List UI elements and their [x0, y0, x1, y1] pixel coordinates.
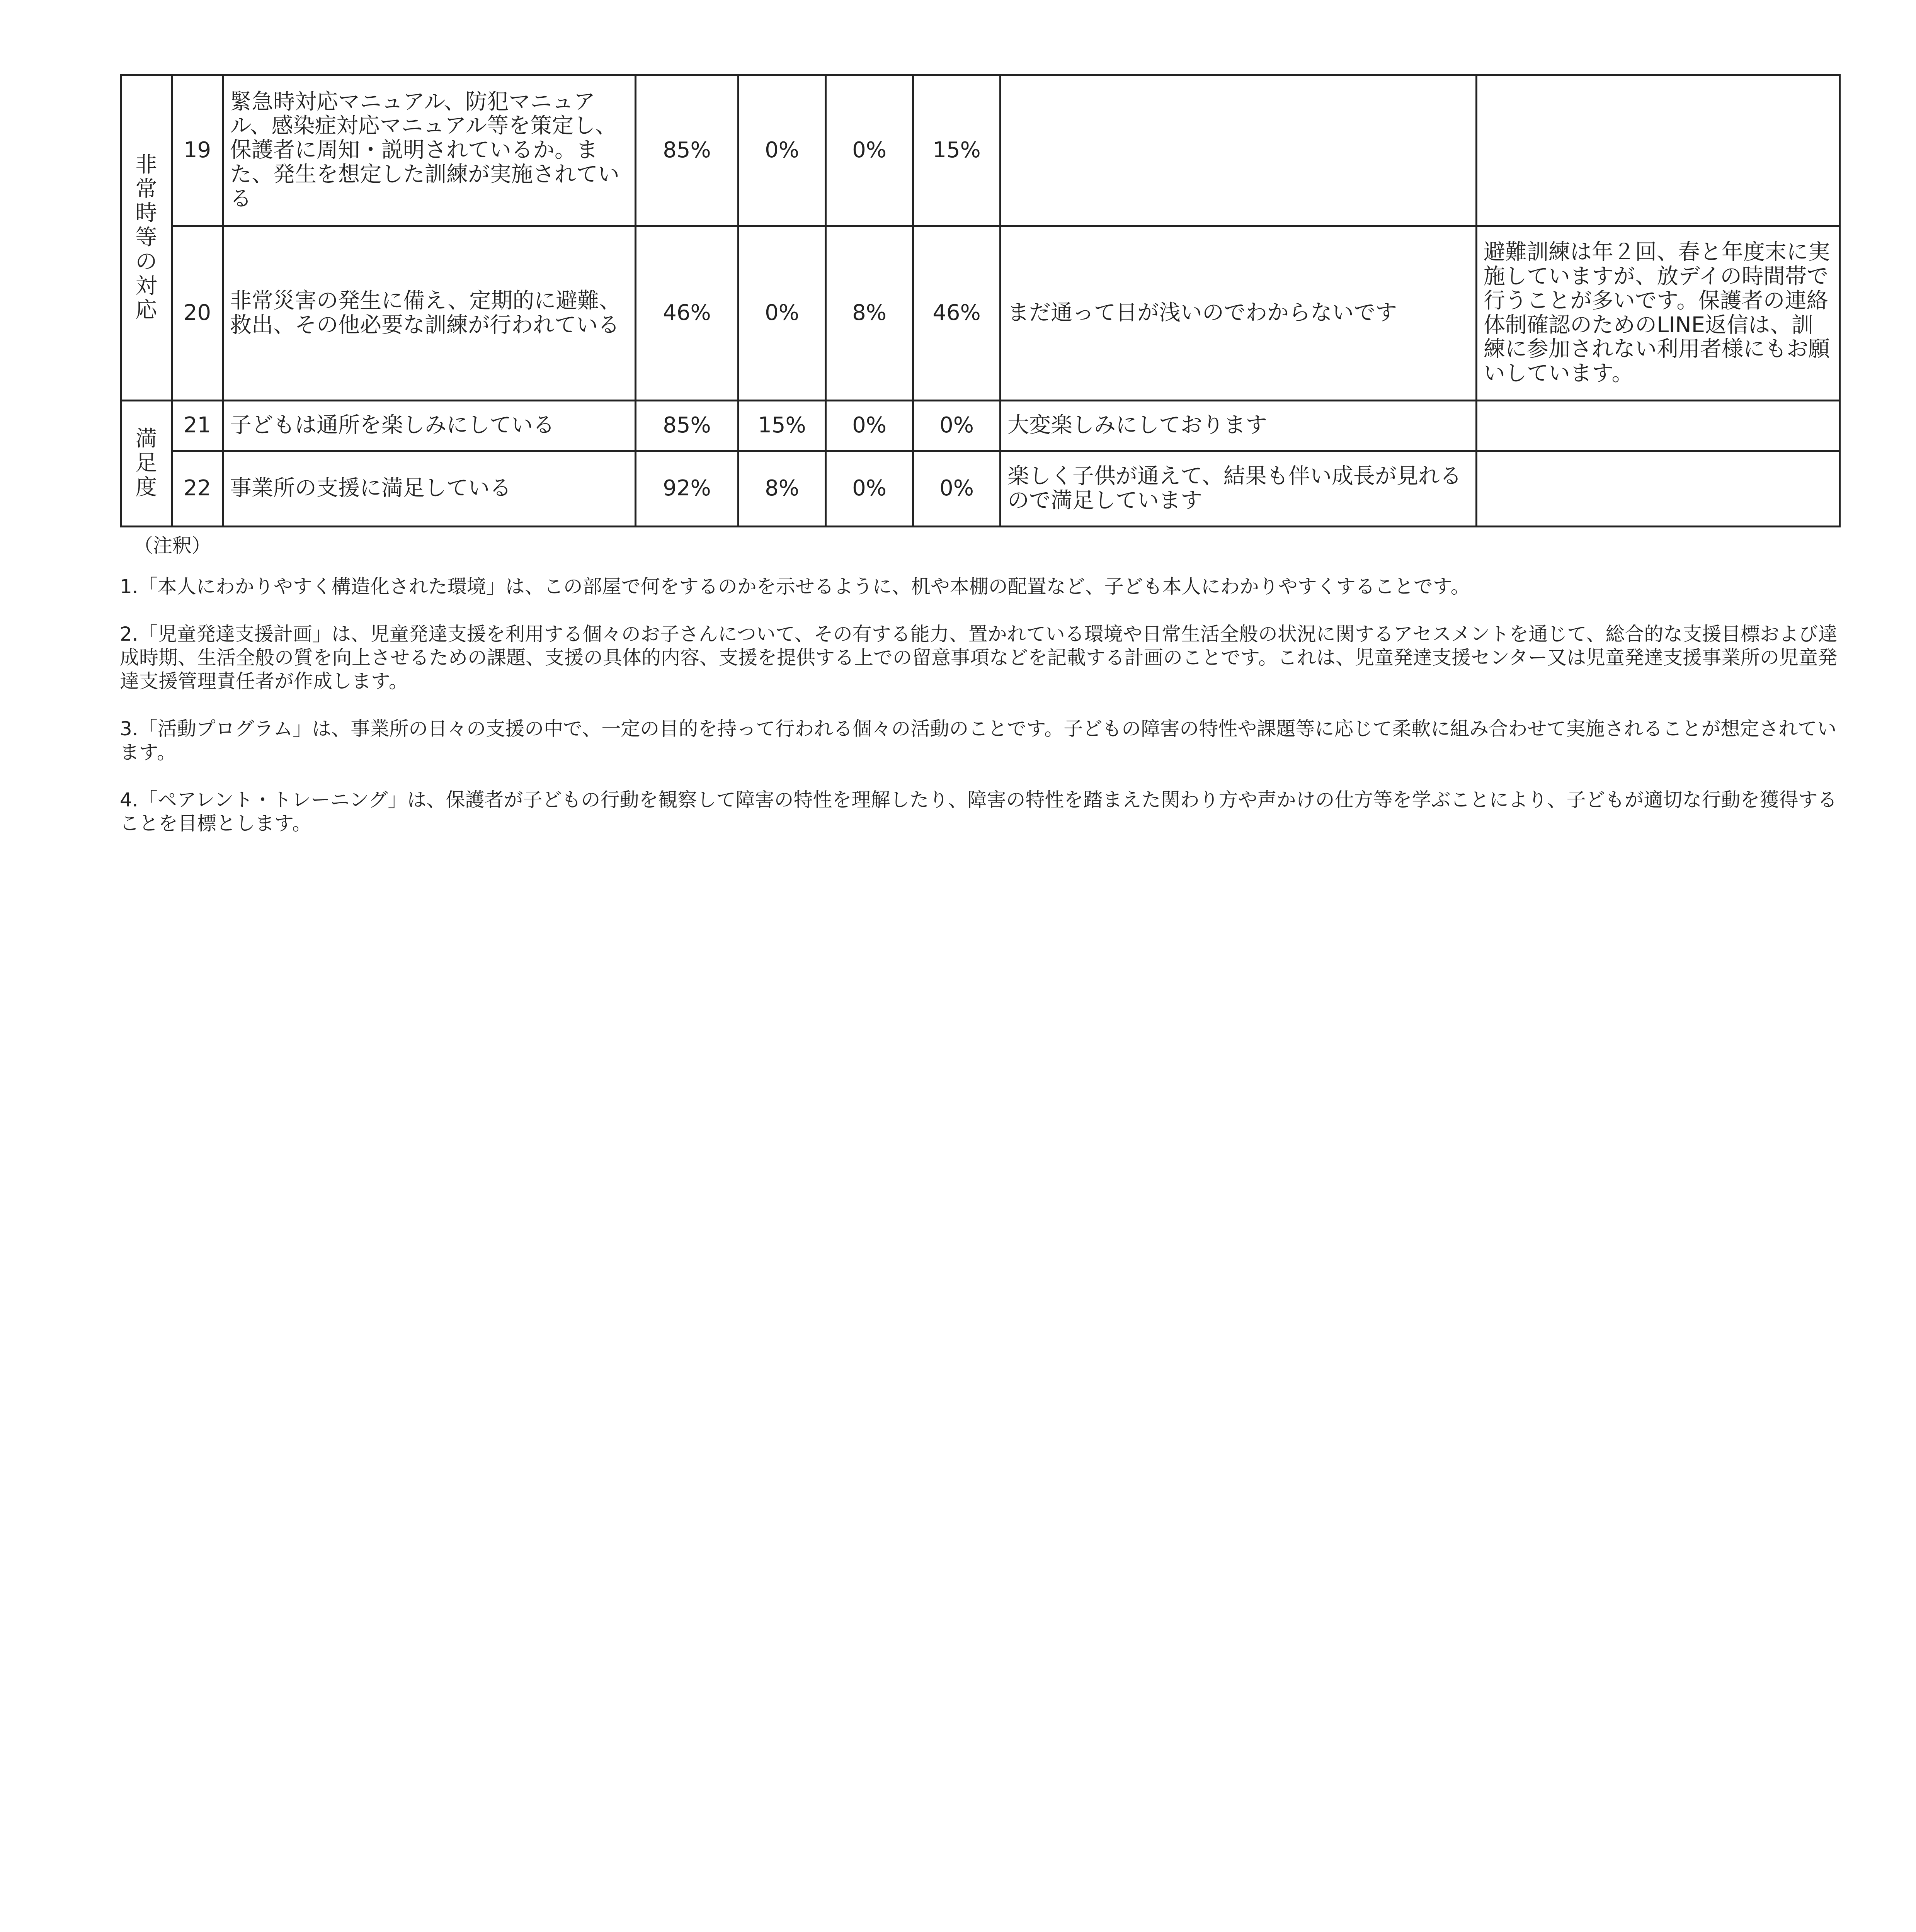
row-number: 22: [172, 451, 223, 527]
percent-neutral: 0%: [738, 226, 826, 401]
guardian-comment: 大変楽しみにしております: [1001, 401, 1477, 451]
percent-yes: 92%: [636, 451, 738, 527]
percent-no: 0%: [826, 401, 913, 451]
notes-label: （注釈）: [134, 534, 211, 557]
row-number: 19: [172, 75, 223, 226]
percent-neutral: 8%: [738, 451, 826, 527]
guardian-comment: まだ通って日が浅いのでわからないです: [1001, 226, 1477, 401]
guardian-comment: [1001, 75, 1477, 226]
percent-unknown: 46%: [913, 226, 1001, 401]
percent-yes: 85%: [636, 75, 738, 226]
question-text: 子どもは通所を楽しみにしている: [223, 401, 636, 451]
percent-neutral: 0%: [738, 75, 826, 226]
guardian-comment: 楽しく子供が通えて、結果も伴い成長が見れるので満足しています: [1001, 451, 1477, 527]
category-satisfaction: 満 足 度: [121, 401, 172, 527]
percent-unknown: 15%: [913, 75, 1001, 226]
note-item: 3.「活動プログラム」は、事業所の日々の支援の中で、一定の目的を持って行われる個々の活動のことです。子どもの障害の特性や課題等に応じて柔軟に組み合わせて実施されることが想定されています。: [120, 718, 1837, 764]
percent-no: 0%: [826, 75, 913, 226]
table-row: [121, 451, 1840, 527]
facility-response: [1477, 401, 1840, 451]
note-item: 2.「児童発達支援計画」は、児童発達支援を利用する個々のお子さんについて、その有する能力、置かれている環境や日常生活全般の状況に関するアセスメントを通じて、総合的な支援目標および達成時期、生活全般の質を向上させるための課題、支援の具体的内容、支援を提供する上での留意事項などを記載する計画のことです。これは、児童発達支援センター又は児童発達支援事業所の児童発達支援管理責任者が作成します。: [120, 623, 1838, 692]
evaluation-table: [120, 74, 1841, 527]
table-row: [121, 226, 1840, 401]
row-number: 21: [172, 401, 223, 451]
percent-yes: 46%: [636, 226, 738, 401]
percent-yes: 85%: [636, 401, 738, 451]
percent-neutral: 15%: [738, 401, 826, 451]
question-text: 非常災害の発生に備え、定期的に避難、救出、その他必要な訓練が行われている: [223, 226, 636, 401]
note-item: 1.「本人にわかりやすく構造化された環境」は、この部屋で何をするのかを示せるように、机や本棚の配置など、子ども本人にわかりやすくすることです。: [120, 575, 1470, 598]
row-number: 20: [172, 226, 223, 401]
facility-response: [1477, 451, 1840, 527]
facility-response: [1477, 75, 1840, 226]
note-item: 4.「ペアレント・トレーニング」は、保護者が子どもの行動を観察して障害の特性を理解したり、障害の特性を踏まえた関わり方や声かけの仕方等を学ぶことにより、子どもが適切な行動を獲得することを目標とします。: [120, 789, 1837, 835]
question-text: 事業所の支援に満足している: [223, 451, 636, 527]
percent-no: 0%: [826, 451, 913, 527]
percent-unknown: 0%: [913, 401, 1001, 451]
facility-response: 避難訓練は年２回、春と年度末に実施していますが、放デイの時間帯で行うことが多いです。保護者の連絡体制確認のためのLINE返信は、訓練に参加されない利用者様にもお願いしています。: [1477, 226, 1840, 401]
notes-section: [120, 530, 1839, 859]
percent-no: 8%: [826, 226, 913, 401]
table-row: [121, 401, 1840, 451]
category-emergency: 非 常 時 等 の 対 応: [121, 75, 172, 401]
table-row: [121, 75, 1840, 226]
question-text: 緊急時対応マニュアル、防犯マニュアル、感染症対応マニュアル等を策定し、保護者に周知・説明されているか。また、発生を想定した訓練が実施されている: [223, 75, 636, 226]
percent-unknown: 0%: [913, 451, 1001, 527]
